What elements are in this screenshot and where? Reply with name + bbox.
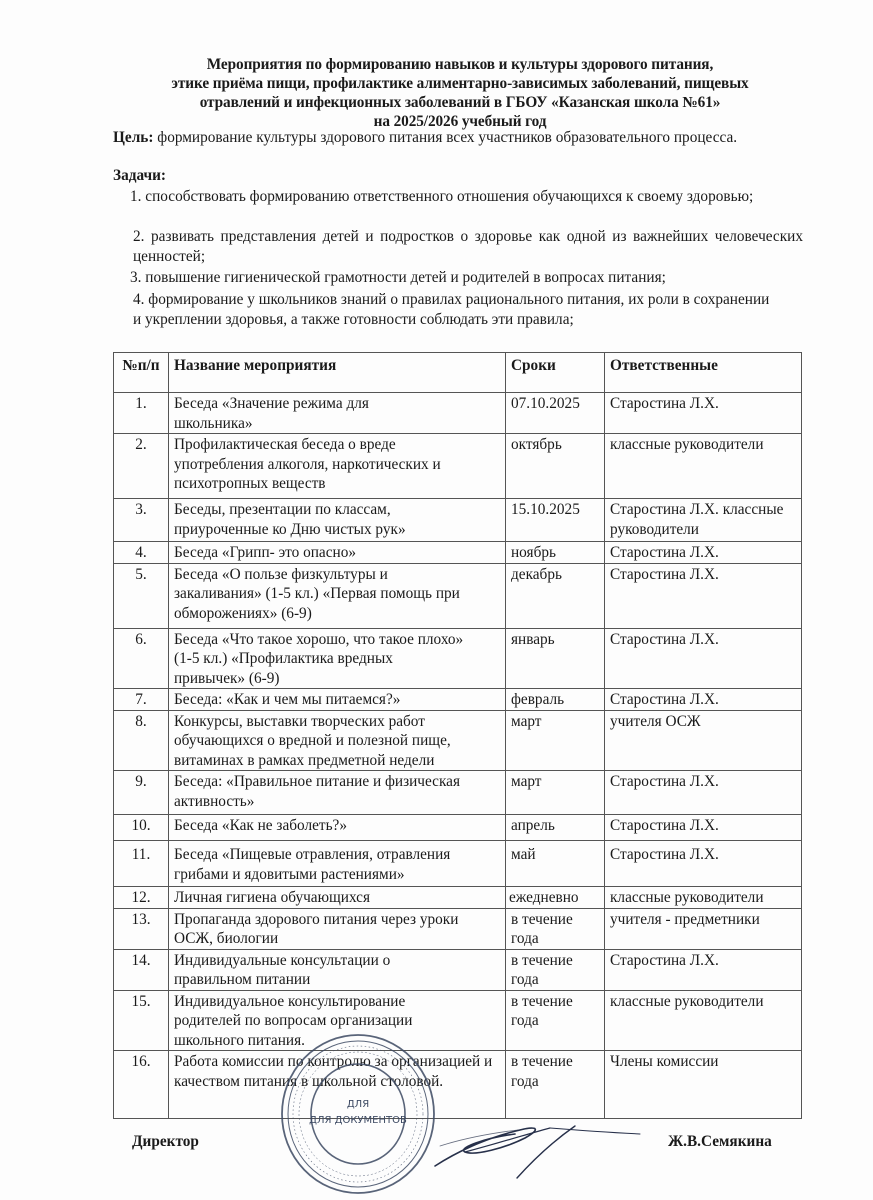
task-item-3: 3. повышение гигиенической грамотности детей и родителей в вопросах питания; bbox=[130, 269, 666, 286]
row-num: 11. bbox=[114, 841, 169, 887]
row-num: 1. bbox=[114, 393, 169, 434]
row-responsible: Старостина Л.Х. bbox=[605, 815, 802, 841]
director-name: Ж.В.Семякина bbox=[668, 1133, 772, 1150]
table-row bbox=[114, 393, 802, 434]
row-name: Индивидуальные консультации о правильном питании bbox=[169, 949, 506, 990]
table-row bbox=[114, 949, 802, 990]
row-name: Беседа: «Как и чем мы питаемся?» bbox=[169, 689, 506, 711]
row-date: апрель bbox=[506, 815, 605, 841]
row-name: Личная гигиена обучающихся bbox=[169, 887, 506, 909]
row-name: Беседа «Пищевые отравления, отравления грибами и ядовитыми растениями» bbox=[169, 841, 506, 887]
row-responsible: Старостина Л.Х. bbox=[605, 949, 802, 990]
row-name: Пропаганда здорового питания через уроки ОСЖ, биологии bbox=[169, 908, 506, 949]
table-row bbox=[114, 990, 802, 1051]
row-name: Конкурсы, выставки творческих работ обучающихся о вредной и полезной пище, витаминах в рамках предметной недели bbox=[169, 710, 506, 771]
row-responsible: классные руководители bbox=[605, 990, 802, 1051]
table-row bbox=[114, 908, 802, 949]
goal-paragraph bbox=[113, 128, 803, 147]
header-responsible: Ответственные bbox=[605, 353, 802, 393]
table-row bbox=[114, 689, 802, 711]
task-item-2: 2. развивать представления детей и подростков о здоровье как одной из важнейших человеческих ценностей; bbox=[133, 228, 803, 265]
row-num: 7. bbox=[114, 689, 169, 711]
row-date: октябрь bbox=[506, 434, 605, 499]
header-num: №п/п bbox=[114, 353, 169, 393]
row-date: январь bbox=[506, 628, 605, 689]
row-responsible: Члены комиссии bbox=[605, 1051, 802, 1119]
row-responsible: Старостина Л.Х. классные руководители bbox=[605, 499, 802, 542]
signature-icon bbox=[425, 1108, 645, 1183]
row-date: декабрь bbox=[506, 563, 605, 628]
row-responsible: учителя - предметники bbox=[605, 908, 802, 949]
director-label: Директор bbox=[132, 1133, 199, 1150]
official-stamp-icon bbox=[278, 1032, 438, 1197]
row-date: 07.10.2025 bbox=[506, 393, 605, 434]
row-date: в течение года bbox=[506, 990, 605, 1051]
table-row bbox=[114, 771, 802, 815]
row-date: 15.10.2025 bbox=[506, 499, 605, 542]
title-line-3: отравлений и инфекционных заболеваний в ГБОУ «Казанская школа №61» bbox=[199, 94, 721, 111]
row-name: Беседа «Грипп- это опасно» bbox=[169, 542, 506, 564]
table-row bbox=[114, 542, 802, 564]
row-num: 9. bbox=[114, 771, 169, 815]
table-row bbox=[114, 434, 802, 499]
table-row bbox=[114, 499, 802, 542]
table-row bbox=[114, 563, 802, 628]
row-num: 2. bbox=[114, 434, 169, 499]
row-num: 16. bbox=[114, 1051, 169, 1119]
row-date: ежедневно bbox=[506, 887, 605, 909]
row-responsible: учителя ОСЖ bbox=[605, 710, 802, 771]
row-responsible: Старостина Л.Х. bbox=[605, 563, 802, 628]
row-responsible: классные руководители bbox=[605, 887, 802, 909]
row-name: Беседы, презентации по классам, приуроченные ко Дню чистых рук» bbox=[169, 499, 506, 542]
header-name: Название мероприятия bbox=[169, 353, 506, 393]
row-num: 3. bbox=[114, 499, 169, 542]
title-line-2: этике приёма пищи, профилактике алиментарно-зависимых заболеваний, пищевых bbox=[171, 75, 749, 92]
row-date: в течение года bbox=[506, 908, 605, 949]
row-name: Профилактическая беседа о вреде употребления алкоголя, наркотических и психотропных веществ bbox=[169, 434, 506, 499]
row-date: в течение года bbox=[506, 949, 605, 990]
title-line-4: на 2025/2026 учебный год bbox=[373, 113, 547, 130]
goal-text: формирование культуры здорового питания всех участников образовательного процесса. bbox=[153, 129, 738, 146]
row-date: в течение года bbox=[506, 1051, 605, 1119]
row-name: Индивидуальное консультирование родителей по вопросам организации школьного питания. bbox=[169, 990, 506, 1051]
stamp-text: ДЛЯ ДОКУМЕНТОВ bbox=[309, 1115, 407, 1126]
row-name: Беседа: «Правильное питание и физическая активность» bbox=[169, 771, 506, 815]
table-header-row bbox=[114, 353, 802, 393]
row-name: Беседа «Как не заболеть?» bbox=[169, 815, 506, 841]
row-date: ноябрь bbox=[506, 542, 605, 564]
row-num: 10. bbox=[114, 815, 169, 841]
row-responsible: Старостина Л.Х. bbox=[605, 628, 802, 689]
row-name: Беседа «О пользе физкультуры и закаливания» (1-5 кл.) «Первая помощь при обморожениях» (6-9) bbox=[169, 563, 506, 628]
row-num: 8. bbox=[114, 710, 169, 771]
table-row bbox=[114, 710, 802, 771]
row-date: март bbox=[506, 710, 605, 771]
task-item-4: 4. формирование у школьников знаний о правилах рационального питания, их роли в сохранении и укреплении здоровья, а также готовности соблюдать эти правила; bbox=[133, 291, 770, 328]
events-table bbox=[113, 352, 802, 1119]
document-title bbox=[110, 55, 810, 131]
row-num: 6. bbox=[114, 628, 169, 689]
row-date: февраль bbox=[506, 689, 605, 711]
table-row bbox=[114, 815, 802, 841]
row-responsible: Старостина Л.Х. bbox=[605, 689, 802, 711]
row-num: 14. bbox=[114, 949, 169, 990]
row-responsible: Старостина Л.Х. bbox=[605, 841, 802, 887]
row-num: 4. bbox=[114, 542, 169, 564]
row-num: 13. bbox=[114, 908, 169, 949]
goal-label: Цель: bbox=[113, 129, 154, 146]
row-date: май bbox=[506, 841, 605, 887]
svg-text:ДЛЯ: ДЛЯ bbox=[346, 1099, 370, 1110]
task-item-1: 1. способствовать формированию ответственного отношения обучающихся к своему здоровью; bbox=[130, 188, 754, 205]
row-responsible: Старостина Л.Х. bbox=[605, 771, 802, 815]
row-date: март bbox=[506, 771, 605, 815]
title-line-1: Мероприятия по формированию навыков и культуры здорового питания, bbox=[206, 56, 714, 73]
row-responsible: Старостина Л.Х. bbox=[605, 393, 802, 434]
row-name: Работа комиссии по контролю за организацией и качеством питания в школьной столовой. bbox=[169, 1051, 506, 1119]
row-name: Беседа «Значение режима для школьника» bbox=[169, 393, 506, 434]
header-date: Сроки bbox=[506, 353, 605, 393]
row-num: 5. bbox=[114, 563, 169, 628]
table-row bbox=[114, 628, 802, 689]
row-num: 12. bbox=[114, 887, 169, 909]
table-row bbox=[114, 887, 802, 909]
table-row bbox=[114, 841, 802, 887]
row-responsible: Старостина Л.Х. bbox=[605, 542, 802, 564]
row-name: Беседа «Что такое хорошо, что такое плохо» (1-5 кл.) «Профилактика вредных привычек» (6-9) bbox=[169, 628, 506, 689]
tasks-label: Задачи: bbox=[113, 167, 167, 184]
row-responsible: классные руководители bbox=[605, 434, 802, 499]
row-num: 15. bbox=[114, 990, 169, 1051]
